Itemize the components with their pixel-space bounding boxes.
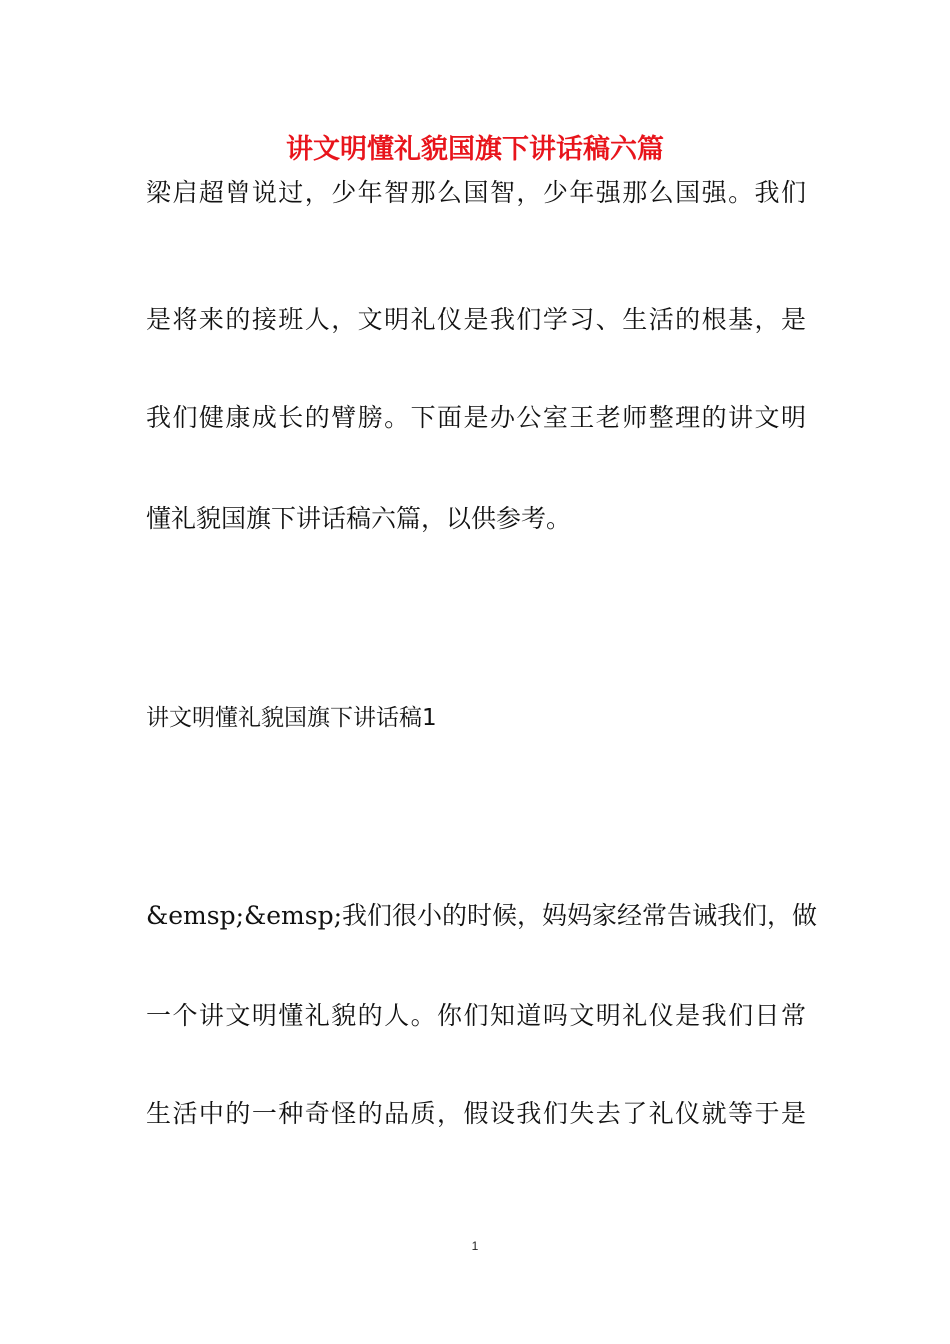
body-line-3: 生活中的一种奇怪的品质，假设我们失去了礼仪就等于是 bbox=[146, 1099, 806, 1128]
section-heading: 讲文明懂礼貌国旗下讲话稿1 bbox=[146, 705, 437, 731]
page-title: 讲文明懂礼貌国旗下讲话稿六篇 bbox=[286, 134, 664, 165]
body-line-1: &emsp;&emsp;我们很小的时候，妈妈家经常告诫我们，做 bbox=[146, 901, 818, 930]
intro-line-3: 我们健康成长的臂膀。下面是办公室王老师整理的讲文明 bbox=[146, 403, 806, 432]
intro-line-4: 懂礼貌国旗下讲话稿六篇，以供参考。 bbox=[146, 504, 572, 533]
body-line-2: 一个讲文明懂礼貌的人。你们知道吗文明礼仪是我们日常 bbox=[146, 1001, 806, 1030]
intro-line-2: 是将来的接班人，文明礼仪是我们学习、生活的根基，是 bbox=[146, 305, 806, 334]
page-number: 1 bbox=[471, 1239, 479, 1253]
intro-line-1: 梁启超曾说过，少年智那么国智，少年强那么国强。我们 bbox=[146, 178, 806, 207]
